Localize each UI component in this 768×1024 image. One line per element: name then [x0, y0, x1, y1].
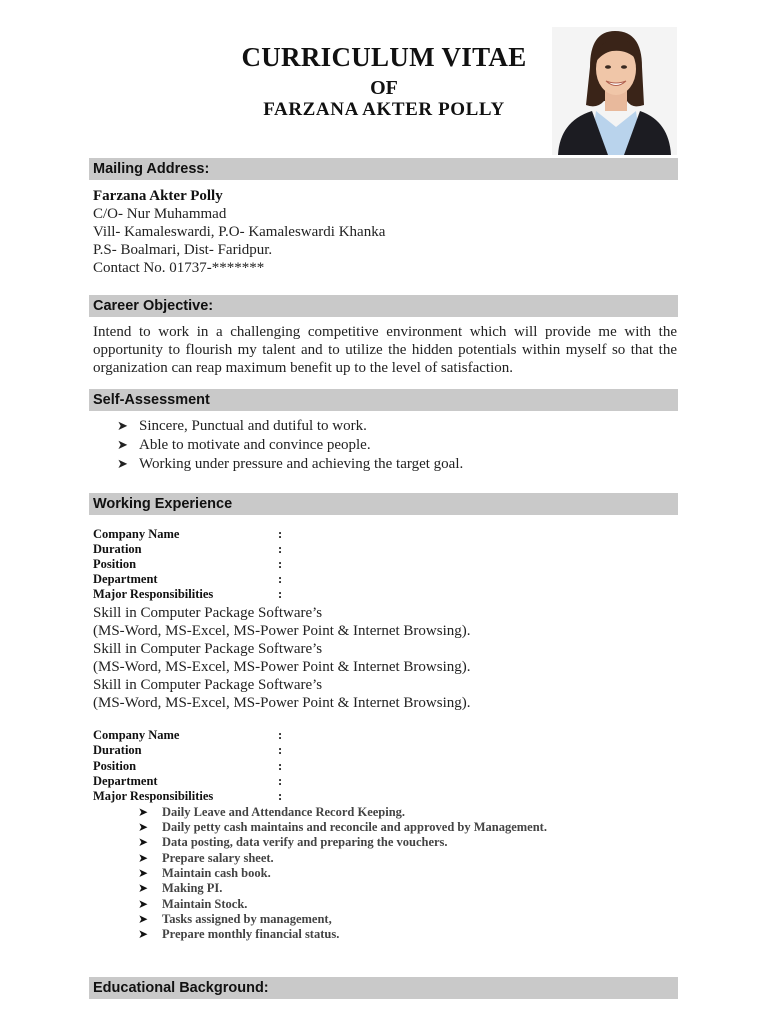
- skill-line: Skill in Computer Package Software’s: [93, 677, 323, 693]
- arrowhead-bullet-icon: ➤: [138, 912, 149, 926]
- document-title: CURRICULUM VITAE: [241, 42, 527, 72]
- section-heading-career-objective: Career Objective:: [89, 295, 678, 317]
- arrowhead-bullet-icon: ➤: [138, 835, 149, 849]
- field-department: Department :: [93, 572, 283, 586]
- list-item: ➤ Able to motivate and convince people.: [117, 437, 371, 453]
- arrowhead-bullet-icon: ➤: [117, 457, 128, 472]
- list-item: ➤ Data posting, data verify and preparing the vouchers.: [138, 835, 448, 849]
- field-department: Department :: [93, 774, 283, 788]
- address-line: Vill- Kamaleswardi, P.O- Kamaleswardi Khanka: [93, 224, 386, 240]
- list-item: ➤ Prepare salary sheet.: [138, 851, 274, 865]
- profile-photo: [552, 27, 677, 155]
- arrowhead-bullet-icon: ➤: [138, 927, 149, 941]
- arrowhead-bullet-icon: ➤: [138, 851, 149, 865]
- list-item: ➤ Daily Leave and Attendance Record Keeping.: [138, 805, 406, 819]
- arrowhead-bullet-icon: ➤: [117, 419, 128, 434]
- skill-line: (MS-Word, MS-Excel, MS-Power Point & Internet Browsing).: [93, 695, 471, 711]
- field-position: Position :: [93, 759, 283, 773]
- contact-number: Contact No. 01737-*******: [93, 260, 265, 276]
- section-heading-educational-background: Educational Background:: [89, 977, 678, 999]
- list-item: ➤ Sincere, Punctual and dutiful to work.: [117, 418, 367, 434]
- list-item: ➤ Maintain cash book.: [138, 866, 271, 880]
- candidate-name-title: FARZANA AKTER POLLY: [263, 99, 505, 120]
- field-duration: Duration :: [93, 542, 283, 556]
- section-heading-self-assessment: Self-Assessment: [89, 389, 678, 411]
- section-heading-working-experience: Working Experience: [89, 493, 678, 515]
- field-company-name: Company Name :: [93, 527, 283, 541]
- field-major-responsibilities: Major Responsibilities :: [93, 587, 283, 601]
- skill-line: Skill in Computer Package Software’s: [93, 641, 323, 657]
- skill-line: (MS-Word, MS-Excel, MS-Power Point & Internet Browsing).: [93, 659, 471, 675]
- list-item: ➤ Prepare monthly financial status.: [138, 927, 340, 941]
- list-item: ➤ Tasks assigned by management,: [138, 912, 332, 926]
- address-name: Farzana Akter Polly: [93, 188, 223, 204]
- list-item: ➤ Making PI.: [138, 881, 223, 895]
- section-heading-mailing-address: Mailing Address:: [89, 158, 678, 180]
- skill-line: (MS-Word, MS-Excel, MS-Power Point & Internet Browsing).: [93, 623, 471, 639]
- arrowhead-bullet-icon: ➤: [138, 820, 149, 834]
- title-of: OF: [370, 77, 398, 99]
- career-objective-text: Intend to work in a challenging competitive environment which will provide me with the opportunity to flourish my talent and to utilize the hidden potentials within myself so that the organization can reap maximum benefit up to the level of satisfaction.: [93, 324, 677, 376]
- arrowhead-bullet-icon: ➤: [138, 881, 149, 895]
- field-company-name: Company Name :: [93, 728, 283, 742]
- list-item: ➤ Working under pressure and achieving the target goal.: [117, 456, 464, 472]
- arrowhead-bullet-icon: ➤: [117, 438, 128, 453]
- list-item: ➤ Daily petty cash maintains and reconcile and approved by Management.: [138, 820, 547, 834]
- arrowhead-bullet-icon: ➤: [138, 897, 149, 911]
- field-major-responsibilities: Major Responsibilities :: [93, 789, 283, 803]
- address-line: C/O- Nur Muhammad: [93, 206, 227, 222]
- arrowhead-bullet-icon: ➤: [138, 866, 149, 880]
- skill-line: Skill in Computer Package Software’s: [93, 605, 323, 621]
- address-line: P.S- Boalmari, Dist- Faridpur.: [93, 242, 273, 258]
- list-item: ➤ Maintain Stock.: [138, 897, 248, 911]
- field-position: Position :: [93, 557, 283, 571]
- field-duration: Duration :: [93, 743, 283, 757]
- arrowhead-bullet-icon: ➤: [138, 805, 149, 819]
